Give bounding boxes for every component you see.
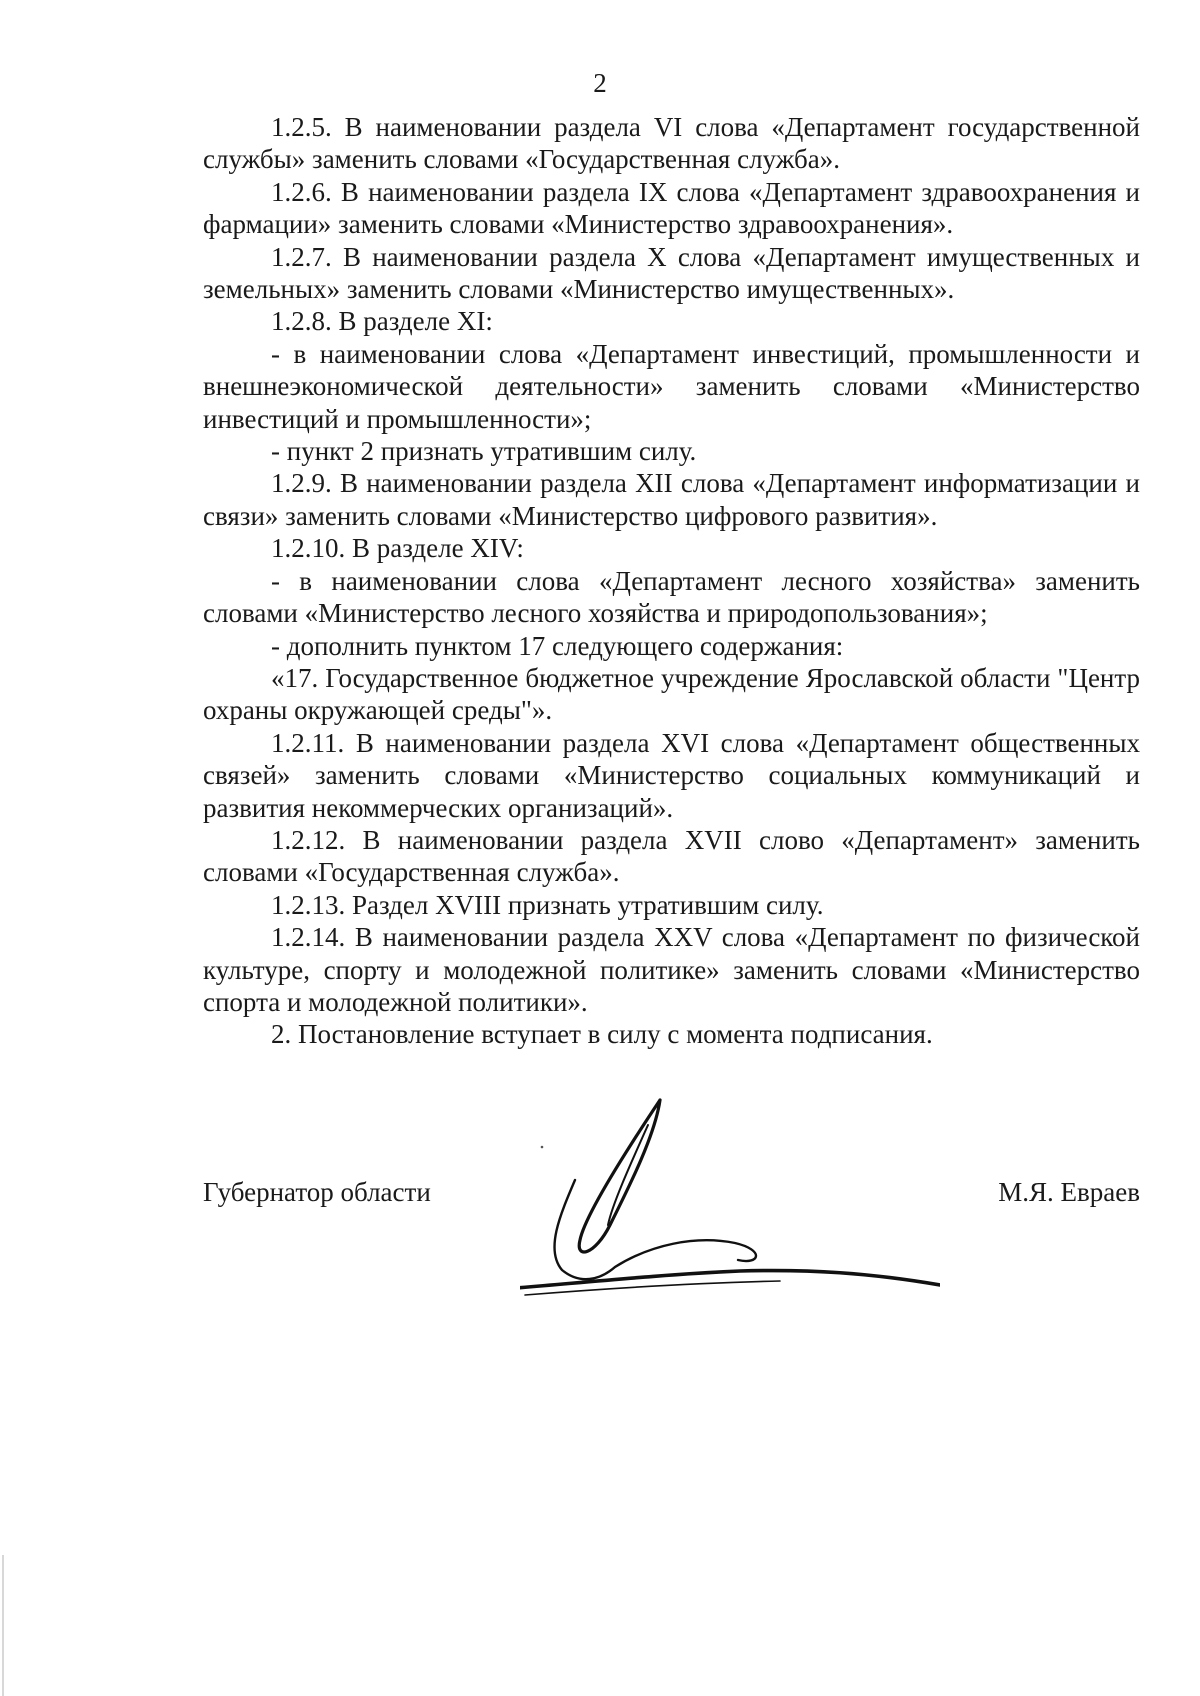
paragraph-1-2-11: 1.2.11. В наименовании раздела XVI слова «Департамент общественных связей» заменить словами «Министерство социальных коммуникаций и развития некоммерческих организаций».	[203, 727, 1140, 823]
paragraph-1-2-10-item-2: - дополнить пунктом 17 следующего содержания:	[271, 630, 844, 661]
signature-loop-stroke	[579, 1100, 660, 1252]
paragraph-1-2-10: 1.2.10. В разделе XIV:	[271, 533, 524, 564]
handwritten-signature-icon	[520, 1085, 940, 1315]
page-number: 2	[593, 68, 607, 98]
scan-edge-artifact	[2, 1555, 4, 1696]
paragraph-1-2-5: 1.2.5. В наименовании раздела VI слова «Департамент государственной службы» заменить словами «Государственная служба».	[203, 112, 1140, 175]
signature-inner-stroke	[608, 1125, 648, 1225]
paragraph-1-2-9: 1.2.9. В наименовании раздела XII слова «Департамент информатизации и связи» заменить словами «Министерство цифрового развития».	[203, 468, 1140, 531]
signatory-name: М.Я. Евраев	[998, 1177, 1140, 1207]
paragraph-1-2-14: 1.2.14. В наименовании раздела XXV слова «Департамент по физической культуре, спорту и молодежной политике» заменить словами «Министерство спорта и молодежной политики».	[203, 922, 1140, 1017]
paragraph-1-2-10-item-1: - в наименовании слова «Департамент лесного хозяйства» заменить словами «Министерство лесного хозяйства и природопользования»;	[203, 565, 1140, 629]
document-body	[203, 111, 1140, 1051]
paragraph-1-2-8-item-2: - пункт 2 признать утратившим силу.	[271, 436, 697, 467]
signature-dot	[541, 1146, 544, 1149]
paragraph-1-2-12: 1.2.12. В наименовании раздела XVII слово «Департамент» заменить словами «Государственная служба».	[203, 824, 1140, 888]
paragraph-1-2-8: 1.2.8. В разделе XI:	[271, 306, 493, 337]
paragraph-2: 2. Постановление вступает в силу с момента подписания.	[271, 1019, 933, 1050]
paragraph-1-2-6: 1.2.6. В наименовании раздела IX слова «Департамент здравоохранения и фармации» заменить словами «Министерство здравоохранения».	[203, 176, 1140, 240]
signatory-position: Губернатор области	[203, 1177, 431, 1207]
paragraph-1-2-7: 1.2.7. В наименовании раздела X слова «Департамент имущественных и земельных» заменить словами «Министерство имущественных».	[203, 241, 1140, 305]
paragraph-1-2-8-item-1: - в наименовании слова «Департамент инвестиций, промышленности и внешнеэкономической деятельности» заменить словами «Министерство инвестиций и промышленности»;	[203, 338, 1140, 434]
paragraph-1-2-10-quote: «17. Государственное бюджетное учреждение Ярославской области "Центр охраны окружающей среды"».	[203, 662, 1140, 726]
paragraph-1-2-13: 1.2.13. Раздел XVIII признать утратившим силу.	[271, 889, 824, 920]
